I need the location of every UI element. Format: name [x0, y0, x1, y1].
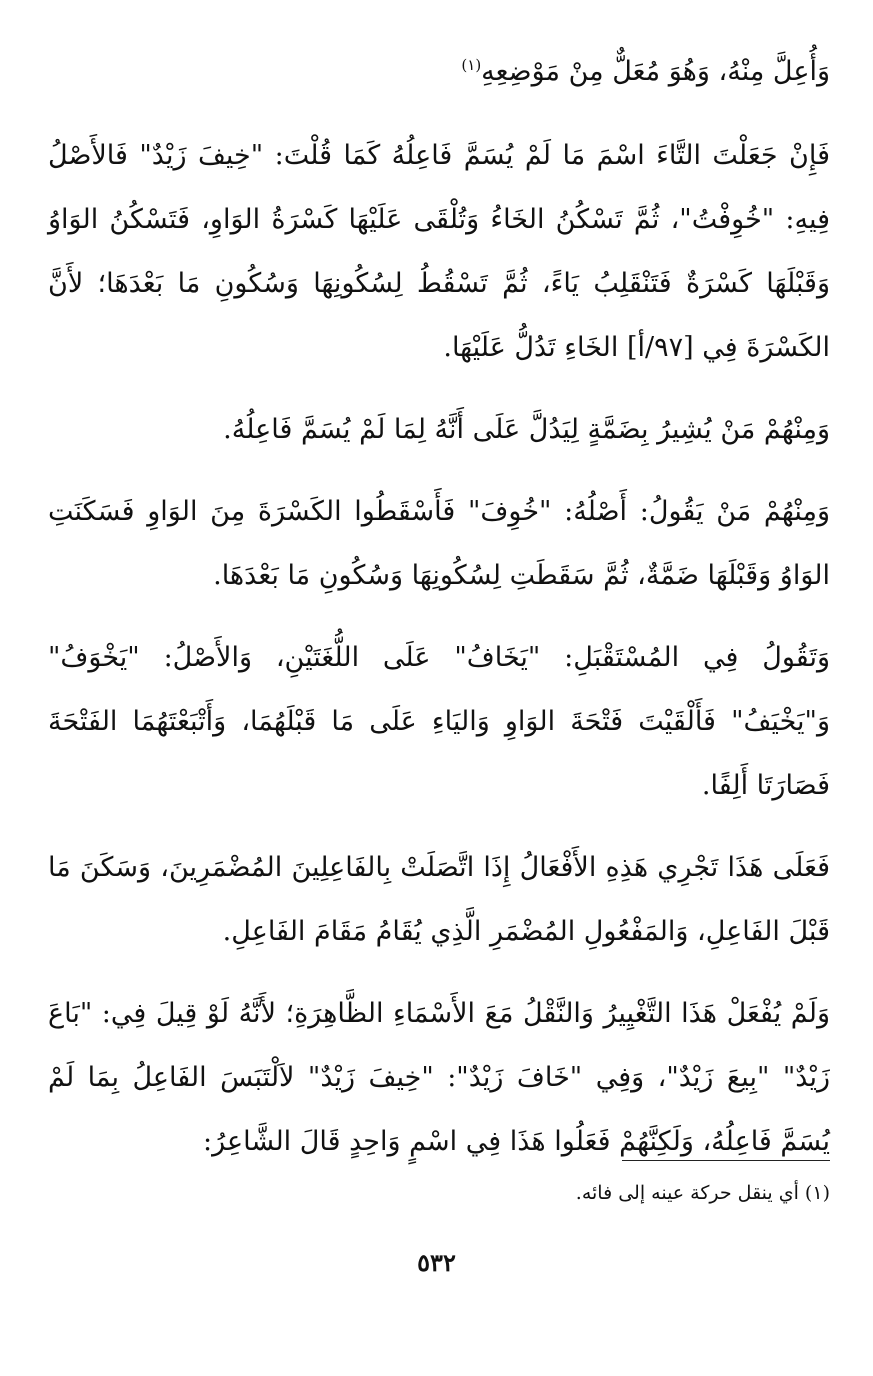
- paragraph-1: [48, 40, 830, 104]
- footnote-separator: [622, 1160, 830, 1161]
- book-page: [48, 40, 830, 1330]
- paragraph-4: وَمِنْهُمْ مَنْ يَقُولُ: أَصْلُهُ: "خُوِفَ" فَأَسْقَطُوا الكَسْرَةَ مِنَ الوَاوِ فَسَكَنَتِ الوَاوُ وَقَبْلَهَا ضَمَّةٌ، ثُمَّ سَقَطَتِ لِسُكُونِهَا وَسُكُونِ مَا بَعْدَهَا.: [48, 496, 830, 591]
- paragraph-2: فَإِنْ جَعَلْتَ التَّاءَ اسْمَ مَا لَمْ يُسَمَّ فَاعِلُهُ كَمَا قُلْتَ: "خِيفَ زَيْدٌ" فَالأَصْلُ فِيهِ: "خُوِفْتُ"، ثُمَّ تَسْكُنُ الخَاءُ وَتُلْقَى عَلَيْهَا كَسْرَةُ الوَاوِ، فَتَسْكُنُ الوَاوُ وَقَبْلَهَا كَسْرَةٌ فَتَنْقَلِبُ يَاءً، ثُمَّ تَسْقُطُ لِسُكُونِهَا وَسُكُونِ مَا بَعْدَهَا؛ لأَنَّ الكَسْرَةَ فِي [٩٧/أ] الخَاءِ تَدُلُّ عَلَيْهَا.: [48, 140, 830, 363]
- paragraph-7: وَلَمْ يُفْعَلْ هَذَا التَّغْيِيرُ وَالنَّقْلُ مَعَ الأَسْمَاءِ الظَّاهِرَةِ؛ لأَنَّهُ لَوْ قِيلَ فِي: "بَاعَ زَيْدٌ" "بِيعَ زَيْدٌ"، وَفِي "خَافَ زَيْدٌ": "خِيفَ زَيْدٌ" لاَلْتَبَسَ الفَاعِلُ بِمَا لَمْ يُسَمَّ فَاعِلُهُ، وَلَكِنَّهُمْ فَعَلُوا هَذَا فِي اسْمٍ وَاحِدٍ قَالَ الشَّاعِرُ:: [48, 998, 830, 1157]
- paragraph-1-text: وَأُعِلَّ مِنْهُ، وَهُوَ مُعَلٌّ مِنْ مَوْضِعِهِ: [481, 56, 830, 87]
- page-number: ٥٣٢: [417, 1248, 456, 1277]
- paragraph-3: وَمِنْهُمْ مَنْ يُشِيرُ بِضَمَّةٍ لِيَدُلَّ عَلَى أَنَّهُ لِمَا لَمْ يُسَمَّ فَاعِلُهُ.: [223, 414, 830, 445]
- footnote-reference: (١): [461, 56, 482, 74]
- paragraph-5: وَتَقُولُ فِي المُسْتَقْبَلِ: "يَخَافُ" عَلَى اللُّغَتَيْنِ، وَالأَصْلُ: "يَخْوَفُ" وَ"يَخْيَفُ" فَأَلْقَيْتَ فَتْحَةَ الوَاوِ وَاليَاءِ عَلَى مَا قَبْلَهُمَا، وَأَتْبَعْتَهُمَا الفَتْحَةَ فَصَارَتَا أَلِفًا.: [48, 642, 830, 801]
- paragraph-6: فَعَلَى هَذَا تَجْرِي هَذِهِ الأَفْعَالُ إِذَا اتَّصَلَتْ بِالفَاعِلِينَ المُضْمَرِينَ، وَسَكَنَ مَا قَبْلَ الفَاعِلِ، وَالمَفْعُولِ المُضْمَرِ الَّذِي يُقَامُ مَقَامَ الفَاعِلِ.: [48, 852, 830, 947]
- footnote: (١) أي ينقل حركة عينه إلى فائه.: [575, 1182, 830, 1204]
